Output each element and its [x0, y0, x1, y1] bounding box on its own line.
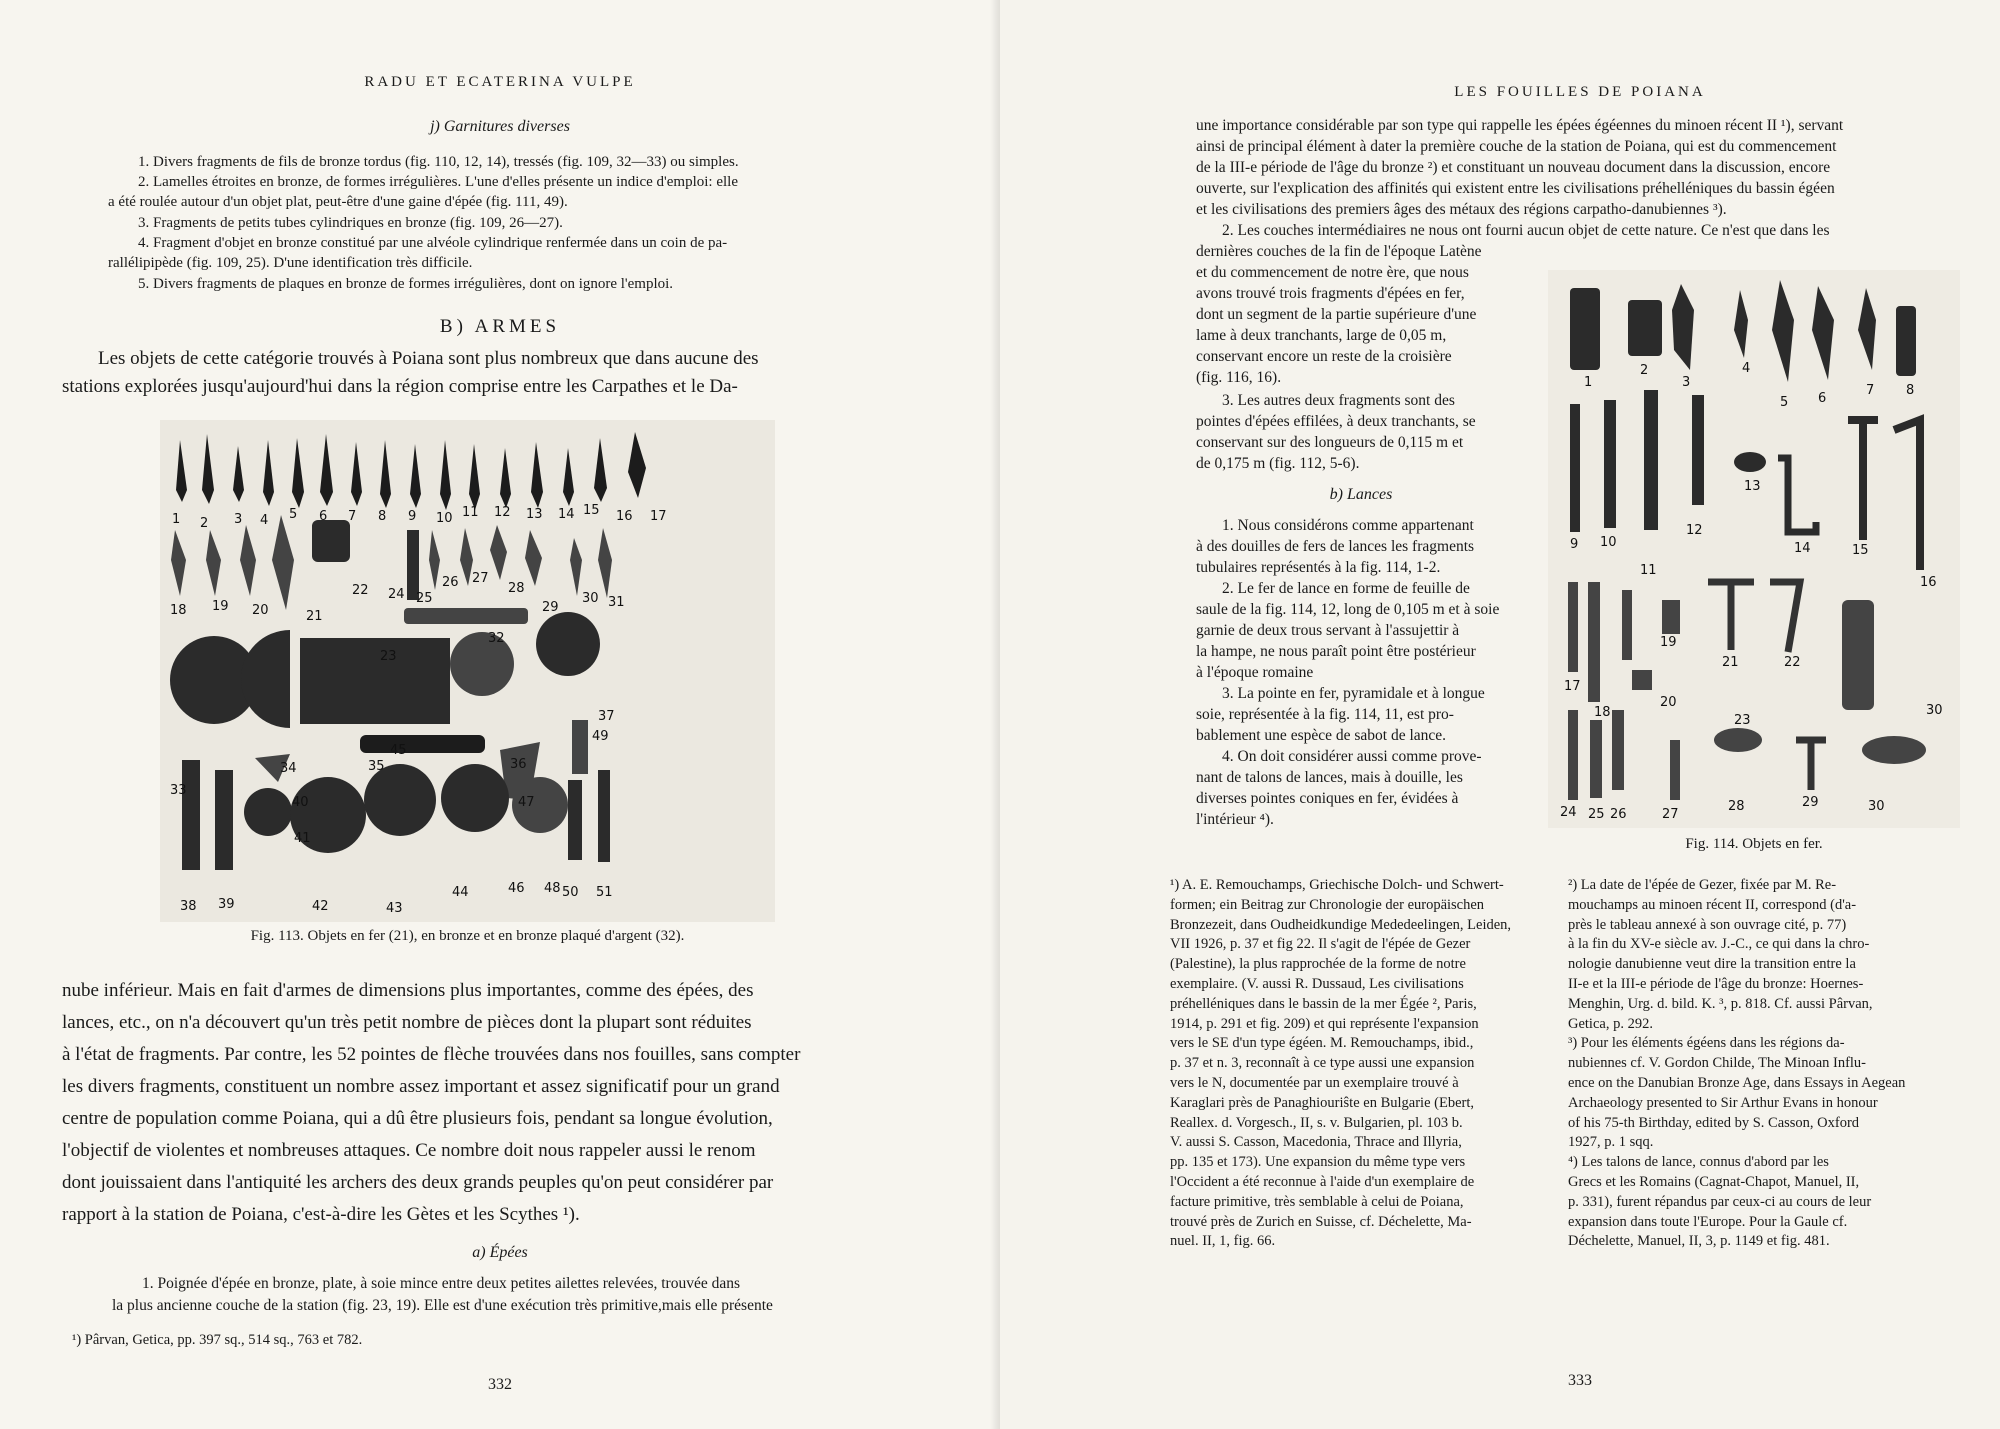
fig-label: 36 [510, 757, 527, 772]
body-line: 3. Les autres deux fragments sont des [1222, 392, 1455, 409]
footnote-line: trouvé près de Zurich en Suisse, cf. Déchelette, Ma- [1170, 1213, 1472, 1230]
fig-label: 50 [562, 885, 579, 900]
strip-50 [568, 780, 582, 860]
body-line: 1. Poignée d'épée en bronze, plate, à soie mince entre deux petites ailettes relevées, trouvée dans [142, 1275, 741, 1292]
fig-label: 2 [1640, 363, 1649, 378]
body-line: l'intérieur ⁴). [1196, 811, 1274, 828]
body-line: les divers fragments, constituent un nombre assez important et assez significatif pour un grand [62, 1076, 780, 1097]
disc-41 [244, 788, 292, 836]
footnote-line: ³) Pour les éléments égéens dans les régions da- [1568, 1035, 1845, 1052]
plate-22 [312, 520, 350, 562]
fig-label: 17 [1564, 679, 1581, 694]
footnote-line: Déchelette, Manuel, II, 3, p. 1149 et fig. 481. [1568, 1233, 1830, 1250]
page-number: 332 [488, 1376, 512, 1393]
fig-label: 6 [1818, 391, 1827, 406]
fig-label: 28 [508, 581, 525, 596]
body-line: la plus ancienne couche de la station (fig. 23, 19). Elle est d'une exécution très primitive,mais elle présente [112, 1297, 773, 1314]
fig-label: 8 [1906, 383, 1915, 398]
footnote-line: près le tableau annexé à son ouvrage cité, p. 77) [1568, 916, 1847, 933]
body-line: la hampe, ne nous paraît point être postérieur [1196, 643, 1476, 660]
footnotes-left-column [1170, 876, 1546, 1252]
fig-label: 22 [1784, 655, 1801, 670]
footnote-line: 1914, p. 291 et fig. 209) et qui représente l'expansion [1170, 1015, 1479, 1032]
fig-label: 22 [352, 583, 369, 598]
footnote-line: p. 331), furent répandus par ceux-ci au cours de leur [1568, 1193, 1872, 1210]
footnote-line: exemplaire. (V. aussi R. Dussaud, Les civilisations [1170, 975, 1464, 992]
fig-label: 7 [1866, 383, 1875, 398]
fig-label: 23 [380, 649, 397, 664]
body-line: une importance considérable par son type qui rappelle les épées égéennes du minoen récent II ¹), servant [1196, 117, 1844, 134]
body-line: saule de la fig. 114, 12, long de 0,105 m et à soie [1196, 601, 1500, 618]
fig-label: 43 [386, 901, 403, 916]
fig-label: 47 [518, 795, 535, 810]
strip-49 [572, 720, 588, 774]
list-item: rallélipipède (fig. 109, 25). D'une identification très difficile. [108, 255, 473, 271]
fig-label: 33 [170, 783, 187, 798]
right-page [1000, 0, 2000, 1429]
disc-46 [441, 764, 509, 832]
footnote-line: ¹) A. E. Remouchamps, Griechische Dolch- und Schwert- [1170, 877, 1504, 893]
fig-label: 18 [170, 603, 187, 618]
fig-label: 21 [1722, 655, 1739, 670]
fig-label: 26 [442, 575, 459, 590]
fig-label: 34 [280, 761, 297, 776]
list-item: 1. Divers fragments de fils de bronze tordus (fig. 110, 12, 14), tressés (fig. 109, 32—33) ou simples. [138, 154, 739, 170]
figure-113-artwork [160, 420, 775, 922]
fig-label: 9 [408, 509, 417, 524]
footnote-line: ²) La date de l'épée de Gezer, fixée par M. Re- [1568, 877, 1837, 893]
fig-label: 11 [462, 505, 479, 520]
body-line: soie, représentée à la fig. 114, 11, est pro- [1196, 706, 1454, 723]
fig-label: 51 [596, 885, 613, 900]
footnote-line: p. 37 et n. 3, reconnaît à ce type aussi une expansion [1170, 1055, 1475, 1072]
rod-45 [360, 735, 485, 753]
body-line: conservant encore un reste de la croisière [1196, 348, 1452, 365]
body-line: ouverte, sur l'explication des affinités qui existent entre les civilisations préhelléniques du bassin égéen [1196, 180, 1835, 197]
footnote-line: nologie danubienne veut dire la transition entre la [1568, 956, 1856, 973]
plaque-35 [300, 638, 450, 724]
fig-label: 31 [608, 595, 625, 610]
running-head: RADU ET ECATERINA VULPE [364, 74, 636, 90]
footnote-line: pp. 135 et 173). Une expansion du même type vers [1170, 1154, 1466, 1171]
fig-label: 16 [616, 509, 633, 524]
fig-label: 13 [526, 507, 543, 522]
body-line: 2. Les couches intermédiaires ne nous ont fourni aucun objet de cette nature. Ce n'est que dans les [1222, 222, 1830, 239]
fig-label: 32 [488, 631, 505, 646]
fig-label: 35 [368, 759, 385, 774]
footnote-line: VII 1926, p. 37 et fig 22. Il s'agit de l'épée de Gezer [1170, 936, 1471, 953]
body-line: de 0,175 m (fig. 112, 5-6). [1196, 455, 1360, 472]
section-heading-epees: a) Épées [472, 1244, 528, 1261]
figure-114-artwork [1548, 270, 1960, 828]
body-line: nant de talons de lances, mais à douille, les [1196, 769, 1463, 786]
footnote-line: à la fin du XV-e siècle av. J.-C., ce qui dans la chro- [1568, 936, 1870, 953]
fig-label: 28 [1728, 799, 1745, 814]
disc-44 [364, 764, 436, 836]
body-line: de la III-e période de l'âge du bronze ²) et constituant un nouveau document dans la discussion, encore [1196, 159, 1831, 176]
fig-label: 23 [1734, 713, 1751, 728]
fig-label: 12 [494, 505, 511, 520]
footnote-line: l'Occident a été reconnue à l'aide d'un exemplaire de [1170, 1173, 1475, 1190]
footnote-line: facture primitive, très semblable à celui de Poiana, [1170, 1193, 1464, 1210]
body-line: dernières couches de la fin de l'époque Latène [1196, 243, 1482, 260]
strip-51 [598, 770, 610, 862]
figure-113-caption: Fig. 113. Objets en fer (21), en bronze et en bronze plaqué d'argent (32). [250, 928, 685, 944]
body-line: Les objets de cette catégorie trouvés à Poiana sont plus nombreux que dans aucune des [98, 348, 759, 369]
fig-label: 12 [1686, 523, 1703, 538]
fig-label: 25 [416, 591, 433, 606]
fig-label: 27 [472, 571, 489, 586]
body-line: (fig. 116, 16). [1196, 369, 1282, 386]
fig-label: 20 [1660, 695, 1677, 710]
footnote-line: 1927, p. 1 sqq. [1568, 1134, 1654, 1151]
fig-label: 1 [172, 512, 181, 527]
fig-label: 17 [650, 509, 667, 524]
fig-label: 8 [378, 509, 387, 524]
footnote-line: vers le N, documentée par un exemplaire trouvé à [1170, 1074, 1459, 1091]
footnote-line: formen; ein Beitrag zur Chronologie der europäischen [1170, 896, 1485, 913]
body-line: garnie de deux trous servant à l'assujettir à [1196, 622, 1460, 639]
footnote-line: nubiennes cf. V. Gordon Childe, The Minoan Influ- [1568, 1055, 1867, 1072]
fig-label: 21 [306, 609, 323, 624]
fig-label: 7 [348, 509, 357, 524]
fig-label: 48 [544, 881, 561, 896]
body-line: pointes d'épées effilées, à deux tranchants, se [1196, 413, 1476, 430]
body-line: tubulaires représentés à la fig. 114, 1-2. [1196, 559, 1441, 576]
body-line: 3. La pointe en fer, pyramidale et à longue [1222, 685, 1485, 702]
footnote-line: ence on the Danubian Bronze Age, dans Essays in Aegean [1568, 1074, 1906, 1091]
chain-32 [404, 608, 528, 624]
section-heading-lances: b) Lances [1329, 486, 1393, 503]
fig-label: 38 [180, 899, 197, 914]
fig-label: 10 [1600, 535, 1617, 550]
body-line: à l'état de fragments. Par contre, les 52 pointes de flèche trouvées dans nos fouilles, sans compter [62, 1044, 801, 1065]
body-line: stations explorées jusqu'aujourd'hui dans la région comprise entre les Carpathes et le Da- [62, 376, 738, 397]
footnote-line: II-e et la III-e période de l'âge du bronze: Hoernes- [1568, 975, 1864, 992]
fig-label: 19 [212, 599, 229, 614]
body-line: 2. Le fer de lance en forme de feuille de [1222, 580, 1470, 597]
fig-label: 15 [583, 503, 600, 518]
section-heading-armes: B) ARMES [439, 316, 561, 337]
body-line: 4. On doit considérer aussi comme prove- [1222, 748, 1482, 765]
footnote-line: Reallex. d. Vorgesch., II, s. v. Bulgarien, pl. 103 b. [1170, 1114, 1463, 1131]
fig-label: 18 [1594, 705, 1611, 720]
footnote-line: (Palestine), la plus rapprochée de la forme de notre [1170, 956, 1466, 973]
footnote-line: nuel. II, 1, fig. 66. [1170, 1233, 1276, 1250]
footnote-line: ⁴) Les talons de lance, connus d'abord par les [1568, 1154, 1829, 1171]
fig-label: 20 [252, 603, 269, 618]
fig-label: 37 [598, 709, 615, 724]
footnote-line: expansion dans toute l'Europe. Pour la Gaule cf. [1568, 1213, 1848, 1230]
footnote-line: Archaeology presented to Sir Arthur Evans in honour [1568, 1094, 1878, 1111]
footnote-line: vers le SE d'un type égéen. M. Remouchamps, ibid., [1170, 1035, 1474, 1052]
fig-label: 30 [582, 591, 599, 606]
fig-label: 4 [260, 513, 269, 528]
body-line: bablement une espèce de sabot de lance. [1196, 727, 1447, 744]
figure-114-caption: Fig. 114. Objets en fer. [1685, 836, 1823, 852]
footnote-line: Karaglari près de Panaghiouriŝte en Bulgarie (Ebert, [1170, 1094, 1474, 1111]
footnote-line: of his 75-th Birthday, edited by S. Casson, Oxford [1568, 1114, 1860, 1131]
blade-39 [215, 770, 233, 870]
body-line: dont un segment de la partie supérieure d'une [1196, 306, 1477, 323]
figure-114-photo [1548, 270, 1960, 828]
body-line: diverses pointes coniques en fer, évidées à [1196, 790, 1459, 807]
body-line: ainsi de principal élément à dater la première couche de la station de Poiana, qui est du commencement [1196, 138, 1837, 155]
fig-label: 46 [508, 881, 525, 896]
body-line: conservant sur des longueurs de 0,115 m et [1196, 434, 1464, 451]
footnote-line: Getica, p. 292. [1568, 1015, 1653, 1032]
fig-label: 30 [1926, 703, 1943, 718]
fig-label: 13 [1744, 479, 1761, 494]
body-line: et les civilisations des premiers âges des métaux des régions carpatho-danubiennes ³). [1196, 201, 1727, 218]
page-number: 333 [1568, 1372, 1592, 1389]
body-line: l'objectif de violentes et nombreuses attaques. Ce nombre doit nous rappeler aussi le renom [62, 1140, 756, 1161]
footnote-line: Bronzezeit, dans Oudheidkundige Mededeelingen, Leiden, [1170, 916, 1512, 933]
footnotes-right-column [1568, 876, 1960, 1252]
list-item: 5. Divers fragments de plaques en bronze de formes irrégulières, dont on ignore l'emploi. [138, 276, 674, 292]
footnote-line: V. aussi S. Casson, Macedonia, Thrace and Illyria, [1170, 1134, 1462, 1151]
body-line: et du commencement de notre ère, que nous [1196, 264, 1469, 281]
fig-label: 44 [452, 885, 469, 900]
figure-113-photo [160, 420, 775, 922]
section-heading-garnitures: j) Garnitures diverses [430, 118, 570, 135]
footnote-line: Grecs et les Romains (Cagnat-Chapot, Manuel, II, [1568, 1173, 1860, 1190]
fig-label: 39 [218, 897, 235, 912]
fig-label: 45 [390, 743, 407, 758]
fig-label: 1 [1584, 375, 1593, 390]
body-line: nube inférieur. Mais en fait d'armes de dimensions plus importantes, comme des épées, des [62, 980, 754, 1001]
list-item: 4. Fragment d'objet en bronze constitué par une alvéole cylindrique renfermée dans un coin de pa- [138, 235, 728, 251]
fig-label: 14 [558, 507, 575, 522]
body-line: à l'époque romaine [1196, 664, 1314, 681]
fig-label: 25 [1588, 807, 1605, 822]
footnote-line: Menghin, Urg. d. bild. K. ³, p. 818. Cf. aussi Pârvan, [1568, 995, 1873, 1012]
fig-label: 14 [1794, 541, 1811, 556]
fig-label: 40 [292, 795, 309, 810]
body-line: dont jouissaient dans l'antiquité les archers des deux grands peuples qu'on peut considérer par [62, 1172, 774, 1193]
footnote-line: mouchamps au minoen récent II, correspond (d'a- [1568, 896, 1857, 913]
fig-label: 30 [1868, 799, 1885, 814]
footnote: ¹) Pârvan, Getica, pp. 397 sq., 514 sq., 763 et 782. [72, 1332, 363, 1348]
fig-label: 49 [592, 729, 609, 744]
fig-label: 5 [1780, 395, 1789, 410]
fig-label: 3 [1682, 375, 1691, 390]
fig-label: 10 [436, 511, 453, 526]
fig-label: 3 [234, 512, 243, 527]
body-line: avons trouvé trois fragments d'épées en fer, [1196, 285, 1465, 302]
fig-label: 27 [1662, 807, 1679, 822]
fig-label: 15 [1852, 543, 1869, 558]
blade-38 [182, 760, 200, 870]
fig-label: 29 [1802, 795, 1819, 810]
body-line: centre de population comme Poiana, qui a dû être plusieurs fois, pendant sa longue évolution, [62, 1108, 773, 1129]
body-line: rapport à la station de Poiana, c'est-à-dire les Gètes et les Scythes ¹). [62, 1204, 580, 1225]
running-head: LES FOUILLES DE POIANA [1454, 84, 1706, 100]
footnote-line: préhelléniques dans le bassin de la mer Égée ², Paris, [1170, 995, 1477, 1012]
list-item: a été roulée autour d'un objet plat, peut-être d'une gaine d'épée (fig. 111, 49). [108, 194, 568, 210]
fig-label: 11 [1640, 563, 1657, 578]
fig-label: 16 [1920, 575, 1937, 590]
fig-label: 26 [1610, 807, 1627, 822]
fig-label: 41 [294, 831, 311, 846]
strip-24 [407, 530, 419, 600]
fig-label: 4 [1742, 361, 1751, 376]
disc-37 [536, 612, 600, 676]
fig-label: 42 [312, 899, 329, 914]
fig-label: 5 [289, 507, 298, 522]
list-item: 2. Lamelles étroites en bronze, de formes irrégulières. L'une d'elles présente un indice d'emploi: elle [138, 174, 738, 190]
fig-label: 24 [388, 587, 405, 602]
body-line: 1. Nous considérons comme appartenant [1222, 517, 1474, 534]
body-line: lame à deux tranchants, large de 0,05 m, [1196, 327, 1447, 344]
fig-label: 6 [319, 509, 328, 524]
fig-label: 24 [1560, 805, 1577, 820]
body-line: à des douilles de fers de lances les fragments [1196, 538, 1475, 555]
fig-label: 9 [1570, 537, 1579, 552]
fig-label: 2 [200, 516, 209, 531]
fig-label: 29 [542, 600, 559, 615]
list-item: 3. Fragments de petits tubes cylindriques en bronze (fig. 109, 26—27). [138, 215, 563, 231]
body-line: lances, etc., on n'a découvert qu'un très petit nombre de pièces dont la plupart sont réduites [62, 1012, 752, 1033]
fig-label: 19 [1660, 635, 1677, 650]
